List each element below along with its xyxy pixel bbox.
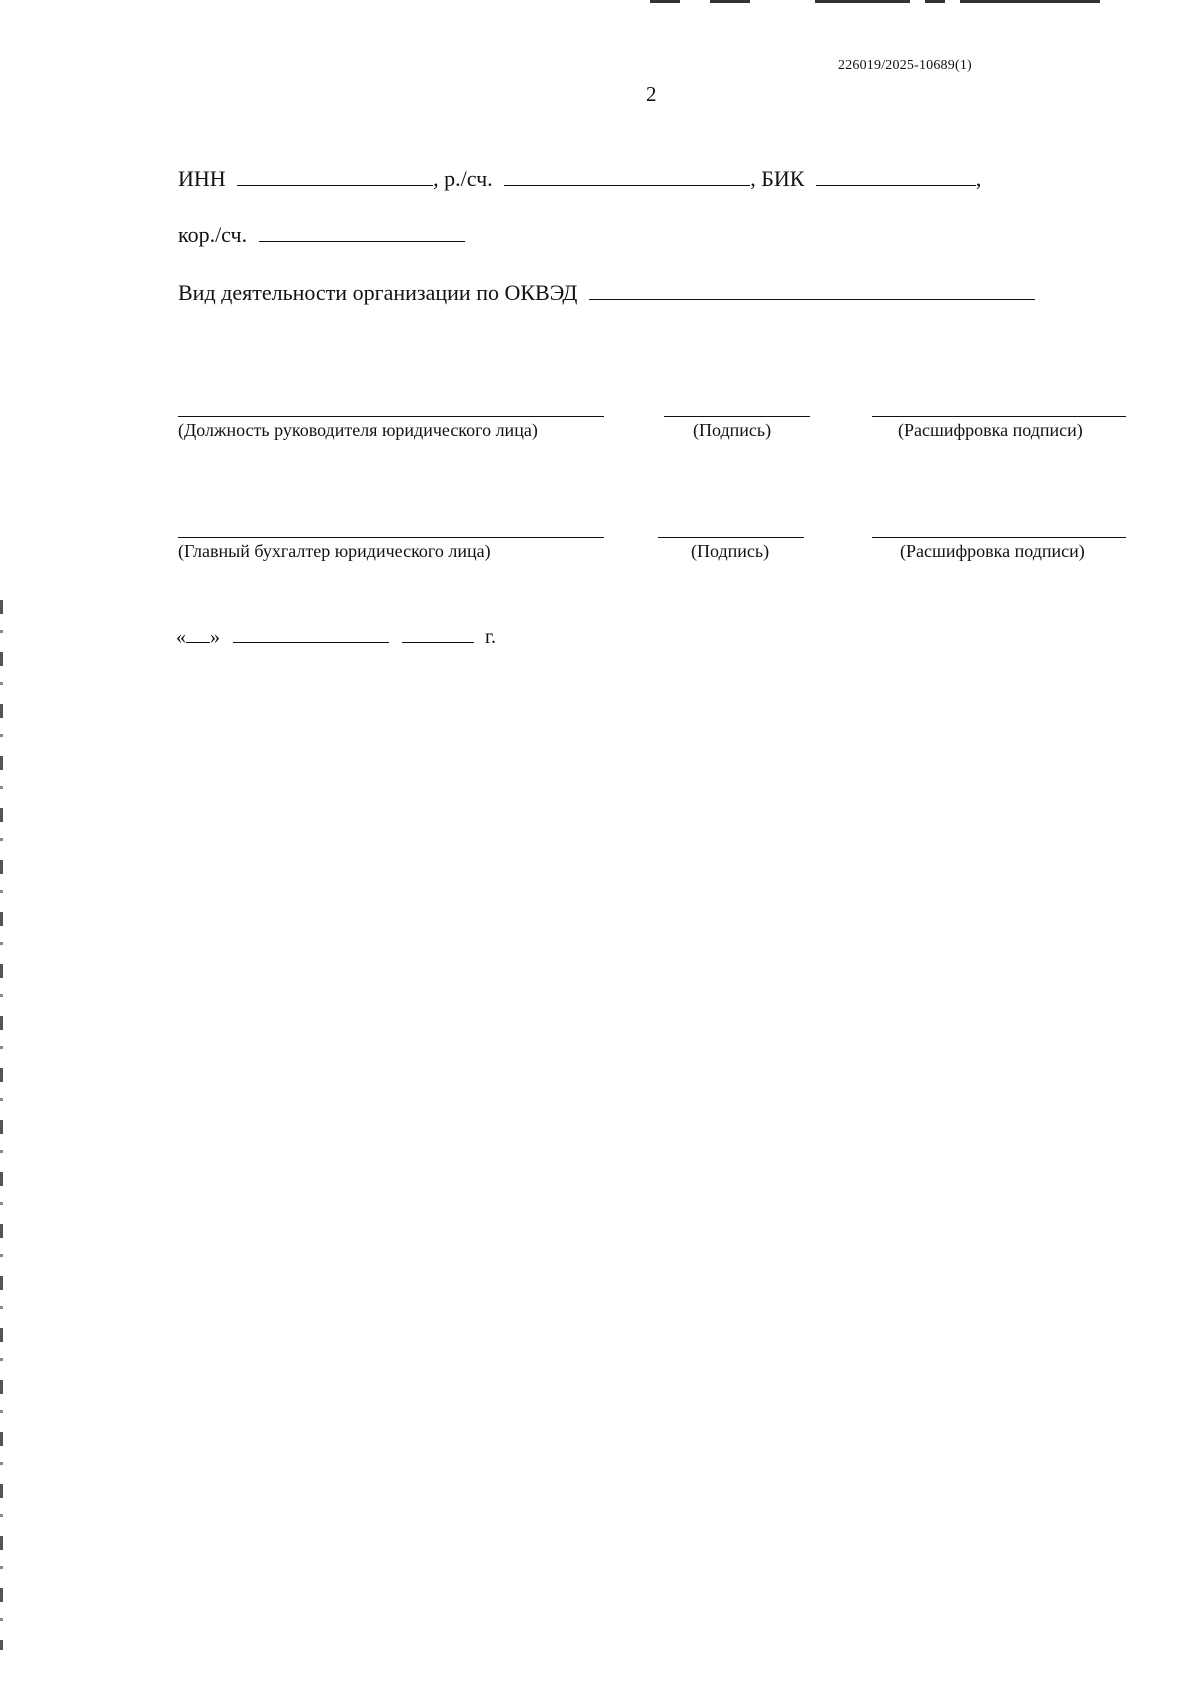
bik-blank[interactable] [816, 167, 976, 186]
accountant-decoding-line[interactable] [872, 537, 1126, 538]
accountant-signature-caption: (Подпись) [691, 541, 770, 561]
accountant-signature-line[interactable] [658, 537, 804, 538]
inn-blank[interactable] [237, 167, 433, 186]
correspondent-account-label: кор./сч. [178, 222, 248, 247]
page-number: 2 [646, 82, 657, 106]
head-position-line[interactable] [178, 416, 604, 417]
scan-artifact-top [650, 0, 1130, 8]
correspondent-account-blank[interactable] [259, 223, 465, 242]
okved-blank[interactable] [589, 281, 1035, 300]
bik-label: , БИК [750, 166, 805, 191]
head-signature-line[interactable] [664, 416, 810, 417]
correspondent-account-line [178, 222, 465, 248]
bik-end-comma: , [975, 166, 982, 191]
document-number: 226019/2025-10689(1) [838, 58, 972, 73]
head-decoding-caption: (Расшифровка подписи) [898, 420, 1083, 440]
okved-label: Вид деятельности организации по ОКВЭД [178, 280, 578, 305]
settlement-account-blank[interactable] [504, 167, 750, 186]
date-open-quote: « [176, 626, 186, 648]
head-decoding-line[interactable] [872, 416, 1126, 417]
bank-details-line [178, 166, 981, 192]
inn-label: ИНН [178, 166, 226, 191]
head-signature-caption: (Подпись) [693, 420, 772, 440]
date-year-suffix: г. [485, 626, 496, 648]
settlement-account-label: , р./сч. [433, 166, 493, 191]
head-position-caption: (Должность руководителя юридического лица) [178, 420, 538, 440]
okved-line [178, 280, 1035, 306]
date-close-quote: » [210, 626, 220, 648]
accountant-caption: (Главный бухгалтер юридического лица) [178, 541, 491, 561]
scan-artifact-left-edge [0, 600, 3, 1650]
date-year-blank[interactable] [402, 624, 474, 643]
date-month-blank[interactable] [233, 624, 389, 643]
accountant-decoding-caption: (Расшифровка подписи) [900, 541, 1085, 561]
date-line [176, 624, 496, 649]
accountant-line[interactable] [178, 537, 604, 538]
date-day-blank[interactable] [186, 624, 210, 643]
